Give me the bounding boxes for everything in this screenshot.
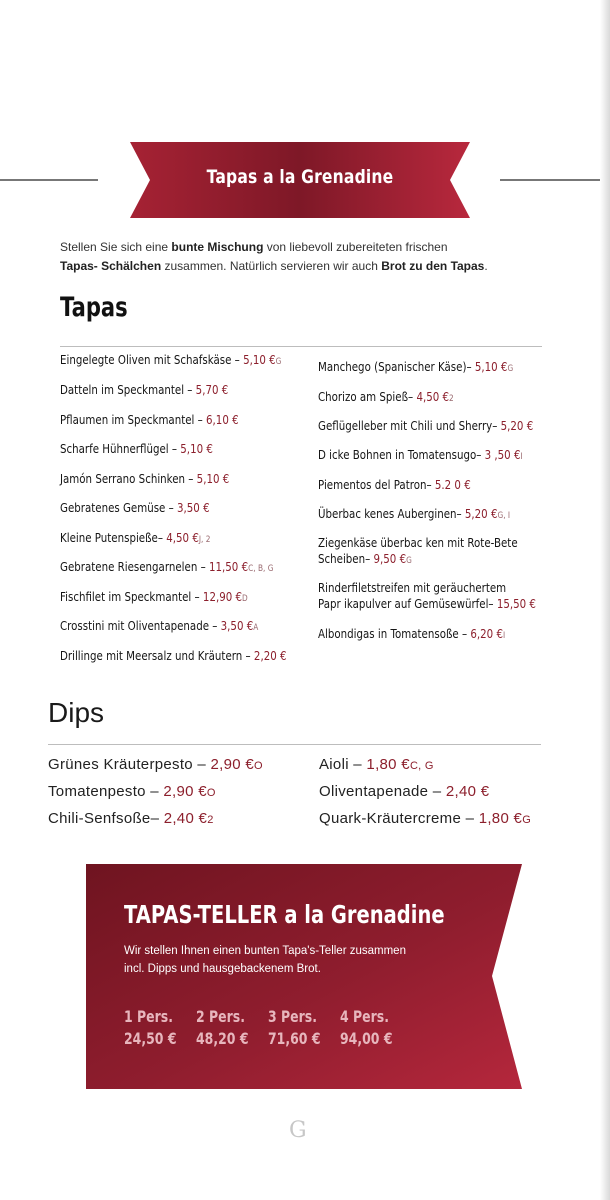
menu-item: Datteln im Speckmantel – 5,70 €	[60, 382, 229, 397]
menu-item: Drillinge mit Meersalz und Kräutern – 2,20 €	[60, 648, 287, 663]
teller-option: 2 Pers. 48,20 €	[196, 1007, 249, 1048]
teller-option: 4 Pers. 94,00 €	[340, 1007, 393, 1048]
menu-item: Eingelegte Oliven mit Schafskäse – 5,10 €G	[60, 352, 282, 367]
tapas-teller-box	[86, 864, 522, 1089]
menu-item: D icke Bohnen in Tomatensugo– 3 ,50 €I	[318, 447, 523, 462]
menu-item: Kleine Putenspieße– 4,50 €J, 2	[60, 530, 211, 545]
menu-item: Albondigas in Tomatensoße – 6,20 €I	[318, 626, 506, 641]
header-banner	[130, 142, 470, 218]
menu-item: Fischfilet im Speckmantel – 12,90 €D	[60, 589, 248, 604]
menu-item: Manchego (Spanischer Käse)– 5,10 €G	[318, 359, 514, 374]
dips-divider	[48, 744, 541, 745]
dip-item: Quark-Kräutercreme – 1,80 €G	[319, 810, 532, 827]
banner-title: Tapas a la Grenadine	[206, 166, 394, 188]
menu-item: Jamón Serrano Schinken – 5,10 €	[60, 471, 230, 486]
menu-item: Überbac kenes Auberginen– 5,20 €G, I	[318, 506, 511, 521]
dips-heading: Dips	[48, 697, 105, 728]
teller-option: 1 Pers. 24,50 €	[124, 1007, 177, 1048]
menu-item: Pflaumen im Speckmantel – 6,10 €	[60, 412, 239, 427]
teller-description: Wir stellen Ihnen einen bunten Tapa's-Teller zusammen incl. Dipps und hausgebackenem Brot.	[124, 945, 406, 975]
menu-item: Piementos del Patron– 5.2 0 €	[318, 477, 471, 492]
tapas-heading: Tapas	[60, 292, 128, 323]
intro-text: Stellen Sie sich eine bunte Mischung von liebevoll zubereiteten frischen Tapas- Schälchen zusammen. Natürlich servieren wir auch Brot zu den Tapas.	[60, 240, 488, 273]
dip-item: Aioli – 1,80 €C, G	[319, 756, 434, 773]
dip-item: Oliventapenade – 2,40 €	[319, 783, 490, 800]
teller-option: 3 Pers. 71,60 €	[268, 1007, 321, 1048]
menu-item: Crosstini mit Oliventapenade – 3,50 €A	[60, 618, 259, 633]
dip-item: Tomatenpesto – 2,90 €O	[48, 783, 216, 800]
page-edge-shadow	[600, 0, 610, 1200]
menu-item: Gebratenes Gemüse – 3,50 €	[60, 500, 210, 515]
menu-item: Rinderfiletstreifen mit geräuchertem Papr ikapulver auf Gemüsewürfel– 15,50 €	[318, 580, 536, 611]
menu-item: Chorizo am Spieß– 4,50 €2	[318, 389, 454, 404]
dip-item: Chili-Senfsoße– 2,40 €2	[48, 810, 214, 827]
teller-title: TAPAS-TELLER a la Grenadine	[124, 900, 445, 929]
menu-item: Scharfe Hühnerflügel – 5,10 €	[60, 441, 213, 456]
tapas-divider	[60, 346, 542, 347]
dip-item: Grünes Kräuterpesto – 2,90 €O	[48, 756, 263, 773]
header-rule-right	[500, 179, 600, 181]
menu-item: Ziegenkäse überbac ken mit Rote-Bete Scheiben– 9,50 €G	[318, 535, 518, 566]
menu-item: Gebratene Riesengarnelen – 11,50 €C, B, G	[60, 559, 274, 574]
header-rule-left	[0, 179, 98, 181]
footer-logo: G	[289, 1118, 307, 1143]
menu-item: Geflügelleber mit Chili und Sherry– 5,20 €	[318, 418, 534, 433]
